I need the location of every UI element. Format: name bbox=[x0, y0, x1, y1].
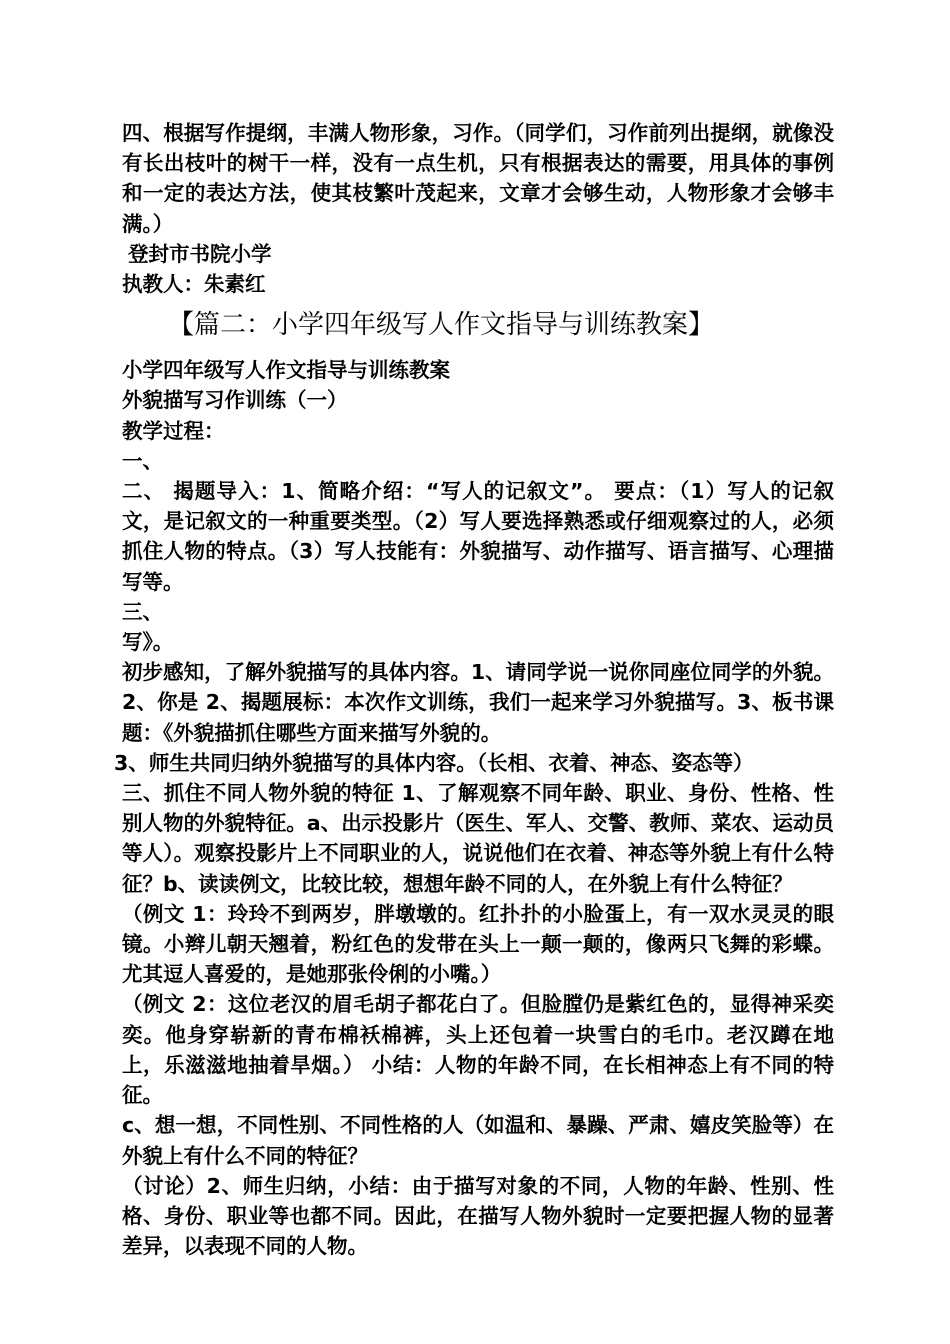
grasp-features: 三、抓住不同人物外貌的特征 1、了解观察不同年龄、职业、身份、性格、性别人物的外貌特征。a、出示投影片（医生、军人、交警、教师、菜农、运动员等人）。观察投影片上不同职业的人，说说他们在衣着、神态等外貌上有什么特征？b、读读例文，比较比较，想想年龄不同的人，在外貌上有什么特征？ bbox=[122, 781, 834, 896]
discussion-summary: （讨论）2、师生归纳，小结：由于描写对象的不同，人物的年龄、性别、性格、身份、职业等也都不同。因此，在描写人物外貌时一定要把握人物的显著差异，以表现不同的人物。 bbox=[122, 1173, 834, 1259]
step-three-label: 三、 bbox=[122, 599, 163, 624]
document-body bbox=[114, 118, 834, 1261]
lesson-subtitle: 外貌描写习作训练（一） bbox=[122, 388, 348, 413]
step-three-fragment: 写》。 bbox=[122, 630, 174, 655]
think-question: c、想一想，不同性别、不同性格的人（如温和、暴躁、严肃、嬉皮笑脸等）在外貌上有什么不同的特征？ bbox=[122, 1113, 834, 1168]
lesson-plan-title: 小学四年级写人作文指导与训练教案 bbox=[122, 358, 450, 383]
paragraph-writing-step-four: 四、根据写作提纲，丰满人物形象，习作。（同学们，习作前列出提纲，就像没有长出枝叶的树干一样，没有一点生机，只有根据表达的需要，用具体的事例和一定的表达方法，使其枝繁叶茂起来，文章才会够生动，人物形象才会够丰满。） bbox=[122, 121, 834, 236]
section-title: 【篇二：小学四年级写人作文指导与训练教案】 bbox=[168, 310, 715, 341]
school-name: 登封市书院小学 bbox=[128, 241, 272, 266]
initial-perception: 初步感知，了解外貌描写的具体内容。1、请同学说一说你同座位同学的外貌。2、你是 2、揭题展标：本次作文训练，我们一起来学习外貌描写。3、板书课题：《外貌描抓住哪些方面来描写外貌的。 bbox=[122, 660, 834, 745]
step-two-intro: 二、 揭题导入：1、简略介绍：“写人的记叙文”。 要点：（1）写人的记叙文，是记叙文的一种重要类型。（2）写人要选择熟悉或仔细观察过的人，必须抓住人物的特点。（3）写人技能有：外貌描写、动作描写、语言描写、心理描写等。 bbox=[122, 479, 834, 594]
teacher-name: 执教人：朱素红 bbox=[122, 272, 266, 297]
example-two: （例文 2：这位老汉的眉毛胡子都花白了。但脸膛仍是紫红色的，显得神采奕奕。他身穿崭新的青布棉袄棉裤，头上还包着一块雪白的毛巾。老汉蹲在地上，乐滋滋地抽着旱烟。） 小结：人物的年龄不同，在长相神态上有不同的特征。 bbox=[122, 992, 834, 1108]
example-one: （例文 1：玲玲不到两岁，胖墩墩的。红扑扑的小脸蛋上，有一双水灵灵的眼镜。小辫儿朝天翘着，粉红色的发带在头上一颠一颠的，像两只飞舞的彩蝶。尤其逗人喜爱的，是她那张伶俐的小嘴。） bbox=[122, 901, 834, 987]
step-one: 一、 bbox=[122, 448, 163, 473]
summary-appearance-content: 3、师生共同归纳外貌描写的具体内容。（长相、衣着、神态、姿态等） bbox=[114, 750, 754, 775]
teaching-process-heading: 教学过程： bbox=[122, 418, 225, 443]
